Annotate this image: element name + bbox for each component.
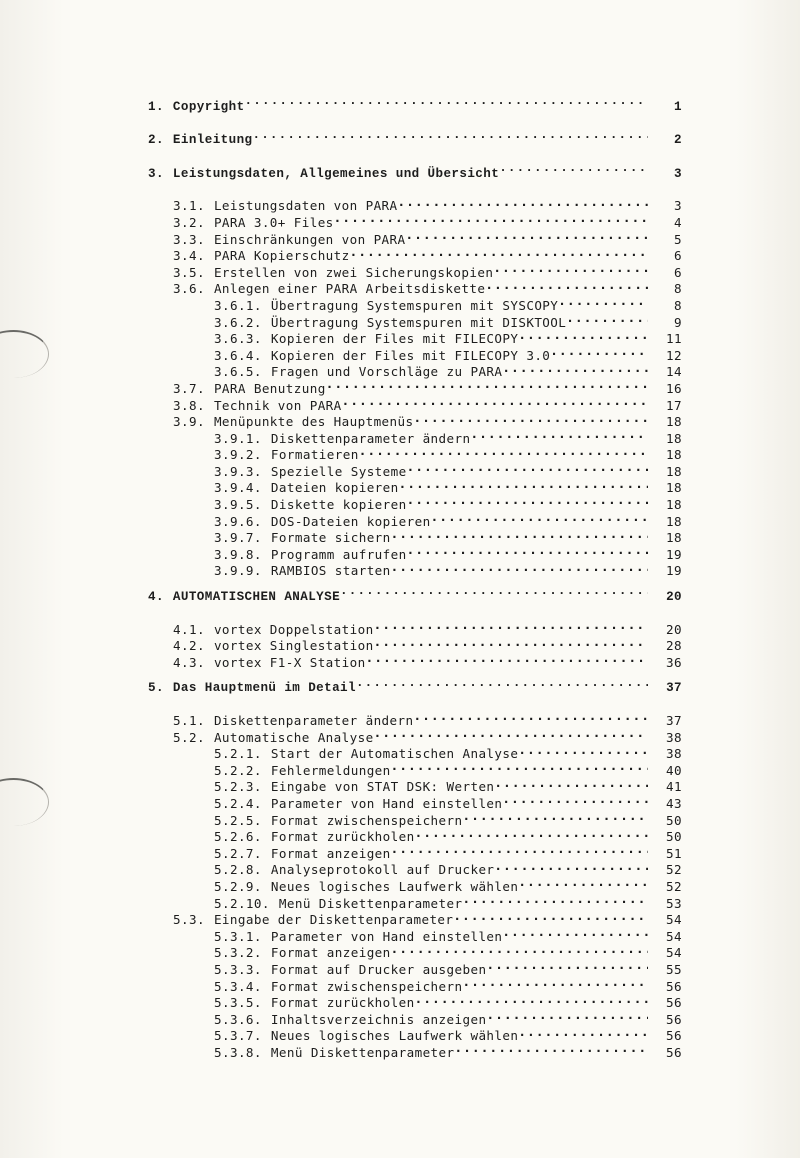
toc-page-number: 18 — [666, 530, 682, 546]
toc-entry-title: Format zurückholen — [270, 829, 415, 845]
toc-section — [148, 93, 682, 114]
toc-entry-title: PARA Benutzung — [213, 380, 326, 396]
toc-entry-number: 3.8. — [173, 397, 205, 413]
toc-entry-number: 3.6. — [173, 281, 205, 297]
toc-entry-number: 5.2.6. — [214, 829, 262, 845]
toc-page-number: 36 — [666, 654, 682, 670]
dot-leader — [470, 426, 648, 443]
toc-entry-title: PARA Kopierschutz — [213, 248, 350, 264]
toc-entry-title: AUTOMATISCHEN ANALYSE — [172, 590, 341, 605]
toc-page-number: 8 — [674, 297, 682, 313]
toc-page-number: 2 — [674, 133, 682, 148]
toc-entry-title: vortex Singlestation — [213, 638, 374, 654]
toc-chapter-row — [148, 160, 682, 181]
toc-entry-title: Start der Automatischen Analyse — [270, 746, 519, 762]
dot-leader — [431, 509, 648, 526]
toc-entry-number: 3. — [148, 166, 164, 181]
toc-entry-number: 3.9.1. — [214, 430, 262, 446]
dot-leader — [455, 1040, 649, 1057]
toc-page-number: 18 — [666, 414, 682, 430]
toc-page-number: 19 — [666, 546, 682, 562]
toc-page-number: 56 — [666, 1011, 682, 1027]
dot-leader — [415, 991, 648, 1008]
dot-leader — [486, 957, 648, 974]
toc-entry-title: DOS-Dateien kopieren — [270, 513, 431, 529]
toc-page-number: 18 — [666, 497, 682, 513]
toc-entry-number: 3.9.3. — [214, 463, 262, 479]
dot-leader — [502, 360, 648, 377]
toc-entry-number: 3.9.9. — [214, 563, 262, 579]
toc-page-number: 37 — [666, 681, 682, 696]
toc-entry-number: 5. — [148, 681, 164, 696]
toc-entry-number: 3.9.4. — [214, 480, 262, 496]
toc-page-number: 56 — [666, 1028, 682, 1044]
toc-entry-number: 3.9.2. — [214, 447, 262, 463]
toc-entry-number: 5.3. — [173, 912, 205, 928]
dot-leader — [374, 725, 648, 742]
dot-leader — [359, 443, 648, 460]
dot-leader — [518, 1024, 648, 1041]
dot-leader — [566, 310, 648, 327]
toc-page-number: 17 — [666, 397, 682, 413]
toc-page-number: 56 — [666, 995, 682, 1011]
toc-entry-title: Format anzeigen — [270, 845, 391, 861]
toc-page-number: 38 — [666, 729, 682, 745]
toc-entry-title: Format zwischenspeichern — [270, 812, 463, 828]
toc-entry-title: Fehlermeldungen — [270, 762, 391, 778]
toc-page-number: 18 — [666, 480, 682, 496]
dot-leader — [391, 559, 648, 576]
dot-leader — [414, 708, 649, 725]
toc-page-number: 51 — [666, 845, 682, 861]
dot-leader — [391, 841, 648, 858]
toc-entry-number: 2. — [148, 133, 164, 148]
toc-entry-number: 1. — [148, 99, 164, 114]
dot-leader — [486, 1007, 648, 1024]
dot-leader — [407, 492, 648, 509]
toc-page-number: 38 — [666, 746, 682, 762]
toc-entry-title: vortex F1-X Station — [213, 654, 366, 670]
toc-chapter-row — [148, 127, 682, 148]
toc-chapter-row — [148, 675, 682, 696]
dot-leader — [356, 675, 648, 692]
toc-page-number: 18 — [666, 513, 682, 529]
toc-entry-title: Format zurückholen — [270, 995, 415, 1011]
dot-leader — [494, 858, 648, 875]
toc-entry-title: Eingabe von STAT DSK: Werten — [270, 779, 495, 795]
toc-page-number: 52 — [666, 878, 682, 894]
toc-page-number: 5 — [674, 231, 682, 247]
toc-page-number: 12 — [666, 347, 682, 363]
toc-entry-number: 4. — [148, 590, 164, 605]
toc-entry-title: Menüpunkte des Hauptmenüs — [213, 414, 414, 430]
toc-page-number: 41 — [666, 779, 682, 795]
toc-section — [148, 160, 682, 579]
toc-entry-number: 3.4. — [173, 248, 205, 264]
toc-entry-number: 5.2.9. — [214, 878, 262, 894]
toc-entry-title: Format anzeigen — [270, 945, 391, 961]
dot-leader — [499, 160, 648, 177]
toc-entry-title: PARA 3.0+ Files — [213, 214, 334, 230]
toc-entry-title: Menü Diskettenparameter — [270, 1044, 455, 1060]
dot-leader — [366, 650, 648, 667]
toc-entry-number: 3.5. — [173, 264, 205, 280]
toc-entry-title: Diskettenparameter ändern — [213, 713, 414, 728]
toc-entry-number: 3.3. — [173, 231, 205, 247]
toc-page-number: 54 — [666, 928, 682, 944]
toc-entry-number: 4.2. — [173, 638, 205, 654]
toc-section — [148, 675, 682, 1060]
toc-entry-number: 3.6.5. — [214, 364, 262, 380]
toc-entry-number: 5.3.6. — [214, 1011, 262, 1027]
toc-entry-title: Leistungsdaten von PARA — [213, 198, 398, 214]
dot-leader — [391, 526, 648, 543]
dot-leader — [406, 227, 648, 244]
toc-entry-title: Einschränkungen von PARA — [213, 231, 406, 247]
toc-entry-title: Menü Diskettenparameter — [278, 895, 463, 911]
toc-entry-number: 5.2.2. — [214, 762, 262, 778]
toc-entry-title: Erstellen von zwei Sicherungskopien — [213, 264, 494, 280]
dot-leader — [342, 393, 648, 410]
toc-entry-title: Technik von PARA — [213, 397, 342, 413]
toc-entry-number: 5.3.5. — [214, 995, 262, 1011]
dot-leader — [334, 210, 648, 227]
toc-page-number: 53 — [666, 895, 682, 911]
toc-entry-number: 3.9.5. — [214, 497, 262, 513]
dot-leader — [462, 891, 648, 908]
toc-page-number: 56 — [666, 1044, 682, 1060]
toc-entry-title: Leistungsdaten, Allgemeines und Übersicht — [172, 166, 500, 181]
dot-leader — [502, 924, 648, 941]
toc-entry-title: Fragen und Vorschläge zu PARA — [270, 364, 503, 380]
dot-leader — [558, 293, 648, 310]
toc-entry-number: 5.2.10. — [214, 895, 270, 911]
toc-section — [148, 583, 682, 670]
toc-page-number: 20 — [666, 621, 682, 637]
dot-leader — [415, 825, 648, 842]
toc-entry-title: vortex Doppelstation — [213, 621, 374, 637]
dot-leader — [245, 93, 648, 110]
toc-entry-row — [148, 708, 682, 728]
toc-entry-number: 3.9.7. — [214, 530, 262, 546]
dot-leader — [518, 327, 648, 344]
toc-entry-title: Übertragung Systemspuren mit DISKTOOL — [270, 314, 567, 330]
dot-leader — [518, 874, 648, 891]
toc-entry-number: 3.9.6. — [214, 513, 262, 529]
toc-entry-number: 3.1. — [173, 198, 205, 214]
toc-entry-title: Programm aufrufen — [270, 546, 407, 562]
toc-entry-title: Diskettenparameter ändern — [270, 430, 471, 446]
toc-entry-number: 5.3.8. — [214, 1044, 262, 1060]
toc-page-number: 1 — [674, 99, 682, 114]
toc-page-number: 37 — [666, 713, 682, 728]
toc-entry-number: 3.2. — [173, 214, 205, 230]
dot-leader — [485, 277, 648, 294]
toc-page-number: 18 — [666, 430, 682, 446]
toc-entry-number: 4.3. — [173, 654, 205, 670]
toc-entry-number: 3.9. — [173, 414, 205, 430]
toc-page-number: 6 — [674, 264, 682, 280]
toc-entry-number: 5.3.7. — [214, 1028, 262, 1044]
dot-leader — [398, 194, 648, 211]
toc-entry-number: 4.1. — [173, 621, 205, 637]
toc-page-number: 55 — [666, 961, 682, 977]
toc-page-number: 3 — [674, 166, 682, 181]
toc-page-number: 28 — [666, 638, 682, 654]
dot-leader — [407, 542, 648, 559]
toc-page-number: 4 — [674, 214, 682, 230]
toc-chapter-row — [148, 93, 682, 114]
toc-entry-title: Formatieren — [270, 447, 359, 463]
dot-leader — [326, 376, 648, 393]
toc-page-number: 6 — [674, 248, 682, 264]
toc-entry-number: 3.9.8. — [214, 546, 262, 562]
toc-page-number: 14 — [666, 364, 682, 380]
dot-leader — [494, 775, 648, 792]
toc-page-number: 11 — [666, 331, 682, 347]
toc-entry-title: Anlegen einer PARA Arbeitsdiskette — [213, 281, 486, 297]
toc-page-number: 54 — [666, 912, 682, 928]
toc-entry-number: 3.6.4. — [214, 347, 262, 363]
dot-leader — [399, 476, 648, 493]
toc-entry-number: 5.2. — [173, 729, 205, 745]
toc-chapter-row — [148, 583, 682, 605]
dot-leader — [462, 808, 648, 825]
toc-entry-title: Automatische Analyse — [213, 729, 374, 745]
dot-leader — [350, 244, 648, 261]
dot-leader — [374, 634, 648, 651]
toc-entry-title: Eingabe der Diskettenparameter — [213, 912, 454, 928]
dot-leader — [493, 260, 648, 277]
dot-leader — [253, 127, 649, 144]
toc-entry-number: 3.6.3. — [214, 331, 262, 347]
toc-entry-number: 3.6.2. — [214, 314, 262, 330]
toc-page-number: 54 — [666, 945, 682, 961]
toc-entry-title: RAMBIOS starten — [270, 563, 391, 579]
toc-entry-number: 3.7. — [173, 380, 205, 396]
toc-entry-number: 5.1. — [173, 713, 205, 728]
toc-page-number: 20 — [666, 590, 682, 605]
punch-hole-bottom — [0, 778, 49, 826]
toc-entry-number: 5.2.5. — [214, 812, 262, 828]
toc-entry-title: Copyright — [172, 99, 245, 114]
toc-page-number: 16 — [666, 380, 682, 396]
toc-entry-title: Kopieren der Files mit FILECOPY — [270, 331, 519, 347]
toc-entry-title: Einleitung — [172, 133, 253, 148]
toc-entry-title: Kopieren der Files mit FILECOPY 3.0 — [270, 347, 551, 363]
toc-entry-row — [148, 194, 682, 214]
dot-leader — [407, 459, 648, 476]
toc-entry-title: Neues logisches Laufwerk wählen — [270, 878, 519, 894]
toc-entry-number: 5.3.3. — [214, 961, 262, 977]
dot-leader — [550, 343, 648, 360]
dot-leader — [414, 410, 649, 427]
toc-entry-number: 5.3.1. — [214, 928, 262, 944]
toc-page-number: 3 — [674, 198, 682, 214]
toc-entry-title: Dateien kopieren — [270, 480, 399, 496]
toc-section — [148, 127, 682, 148]
punch-hole-top — [0, 330, 49, 378]
toc-page-number: 56 — [666, 978, 682, 994]
dot-leader — [374, 617, 648, 634]
toc-page-number: 9 — [674, 314, 682, 330]
toc-page-number: 52 — [666, 862, 682, 878]
dot-leader — [462, 974, 648, 991]
toc-page-number: 40 — [666, 762, 682, 778]
dot-leader — [502, 791, 648, 808]
toc-entry-title: Analyseprotokoll auf Drucker — [270, 862, 495, 878]
toc-entry-number: 5.2.7. — [214, 845, 262, 861]
toc-page-number: 19 — [666, 563, 682, 579]
dot-leader — [391, 941, 648, 958]
toc-entry-number: 3.6.1. — [214, 297, 262, 313]
toc-entry-number: 5.2.4. — [214, 795, 262, 811]
toc-page-number: 50 — [666, 829, 682, 845]
toc-entry-number: 5.3.2. — [214, 945, 262, 961]
toc-page-number: 43 — [666, 795, 682, 811]
toc-entry-title: Spezielle Systeme — [270, 463, 407, 479]
toc-entry-title: Format zwischenspeichern — [270, 978, 463, 994]
toc-entry-title: Formate sichern — [270, 530, 391, 546]
toc-entry-title: Parameter von Hand einstellen — [270, 795, 503, 811]
toc-entry-title: Übertragung Systemspuren mit SYSCOPY — [270, 297, 559, 313]
dot-leader — [340, 583, 648, 600]
toc-entry-title: Das Hauptmenü im Detail — [172, 681, 356, 696]
dot-leader — [518, 742, 648, 759]
toc-page-number: 8 — [674, 281, 682, 297]
toc-entry-title: Parameter von Hand einstellen — [270, 928, 503, 944]
toc-page-number: 18 — [666, 447, 682, 463]
table-of-contents — [148, 93, 682, 1065]
toc-entry-number: 5.3.4. — [214, 978, 262, 994]
toc-page-number: 18 — [666, 463, 682, 479]
toc-entry-row — [148, 617, 682, 637]
toc-entry-title: Neues logisches Laufwerk wählen — [270, 1028, 519, 1044]
toc-entry-number: 5.2.8. — [214, 862, 262, 878]
toc-page-number: 50 — [666, 812, 682, 828]
toc-entry-title: Diskette kopieren — [270, 497, 407, 513]
dot-leader — [453, 908, 648, 925]
toc-entry-number: 5.2.1. — [214, 746, 262, 762]
toc-entry-title: Format auf Drucker ausgeben — [270, 961, 487, 977]
toc-entry-number: 5.2.3. — [214, 779, 262, 795]
toc-entry-title: Inhaltsverzeichnis anzeigen — [270, 1011, 487, 1027]
dot-leader — [391, 758, 648, 775]
